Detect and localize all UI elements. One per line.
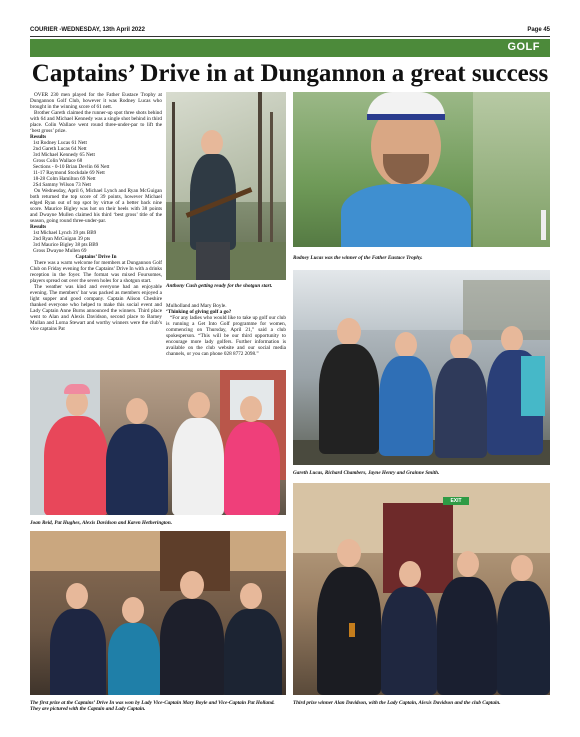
caption-photo-4: Joan Reid, Pat Hughes, Alexis Davidson and Karen Hetherington.: [30, 520, 173, 526]
article-paragraph: 2nd Ryan McGuigan 39 pts: [33, 236, 91, 242]
article-paragraph: Sections - 0-10 Brian Devlin 66 Nett: [33, 164, 110, 170]
photo-joan-reid-group: [30, 370, 286, 515]
article-paragraph: Results: [30, 224, 47, 230]
headline: Captains’ Drive in at Dungannon a great success: [31, 60, 549, 87]
article-paragraph: 2nd Gareth Lucas 64 Nett: [33, 146, 87, 152]
caption-photo-5: The first prize at the Captains’ Drive In was won by Lady Vice-Captain Mary Boyle and Vice-Captain Pat Holland. They are pictured with the Captain and Lady Captain.: [30, 700, 275, 712]
exit-sign: EXIT: [443, 497, 469, 505]
article-paragraph: 3rd Maurice Bigley 38 pts BB9: [33, 242, 99, 248]
article-column-2: [166, 303, 286, 367]
article-paragraph: Mulholland and Mary Boyle.: [166, 303, 227, 309]
header-rule: [30, 36, 550, 37]
article-paragraph: “For any ladies who would like to take up golf our club is running a Get Into Golf programme for women, commencing on Thursday, April 21,” said a club spokesperson. “This will be our third opportunity to encourage more lady golfers. Further information is available on the club website and our social media channels, or you can phone 028 8772 2098.”: [166, 315, 286, 357]
article-paragraph: 1st Michael Lynch 39 pts BB9: [33, 230, 97, 236]
caption-photo-3: Gareth Lucas, Richard Chambers, Jayne Henry and Grainne Smith.: [293, 470, 440, 476]
article-paragraph: There was a warm welcome for members at Dungannon Golf Club on Friday evening for the Captains’ Drive In with a drinks reception in the foyer. The format was mixed Foursomes, players spread out over the seven holes for a shotgun start.: [30, 260, 163, 284]
photo-third-prize: [293, 483, 550, 695]
article-column-1: [30, 92, 162, 367]
caption-photo-2: Rodney Lucas was the winner of the Father Eustace Trophy.: [293, 255, 423, 261]
photo-first-prize: [30, 531, 286, 695]
publication-date: COURIER -WEDNESDAY, 13th April 2022: [30, 27, 145, 33]
section-label: GOLF: [507, 41, 540, 53]
section-band: [30, 39, 550, 57]
article-paragraph: OVER 230 men played for the Father Eustace Trophy at Dungannon Golf Club, however it was Rodney Lucas who brought in the winning score of 61 nett.: [30, 92, 162, 110]
article-paragraph: 3rd Michael Kennedy 65 Nett: [33, 152, 95, 158]
article-paragraph: 1st Rodney Lucas 61 Nett: [33, 140, 87, 146]
photo-gareth-lucas-group: [293, 270, 550, 465]
article-paragraph: The weather was kind and everyone had an enjoyable evening. The members’ bar was packed as members enjoyed a light supper and good company. Captain Alison Cheshire thanked everyone who helped to make this social event and Lady Captain Anne Burns announced the winners. Third place went to Alan and Alexis Davidson, second place to Barney Mullan and Lorna Stewart and worthy winners were the club’s vice captains Pat: [30, 284, 162, 332]
article-paragraph: 18-28 Colm Hamilton 69 Nett: [33, 176, 96, 182]
caption-photo-1: Anthony Cush getting ready for the shotgun start.: [166, 283, 273, 289]
article-paragraph: 11-17 Raymond Stockdale 69 Nett: [33, 170, 105, 176]
article-paragraph: 2S4 Sammy Wilson 73 Nett: [33, 182, 91, 188]
caption-photo-6: Third prize winner Alan Davidson, with the Lady Captain, Alexis Davidson and the club Captain.: [293, 700, 501, 706]
article-paragraph: Results: [30, 134, 47, 140]
photo-anthony-cush: [166, 92, 286, 280]
photo-rodney-lucas: [293, 92, 550, 247]
page-number: Page 45: [527, 27, 550, 33]
article-paragraph: ‘Thinking of giving golf a go?: [166, 309, 232, 315]
article-paragraph: Gross Colin Wallace 68: [33, 158, 83, 164]
article-paragraph: On Wednesday, April 6, Michael Lynch and Ryan McGuigan both returned the top score of 39 points, however Michael edged Ryan out of top spot by virtue of a better back nine score. Maurice Bigley was hot on their heels with 38 points and Dwayne Mullen claimed his third ‘best gross’ title of the season, going round three-under-par.: [30, 188, 162, 224]
article-paragraph: Gross Dwayne Mullen 69: [33, 248, 87, 254]
article-paragraph: Captains’ Drive In: [75, 254, 117, 260]
article-paragraph: Brother Gareth claimed the runner-up spot three shots behind with 64 and Michael Kennedy was a single shot behind in third place. Colin Wallace went round three-under-par to lift the ‘best gross’ prize.: [30, 110, 162, 134]
